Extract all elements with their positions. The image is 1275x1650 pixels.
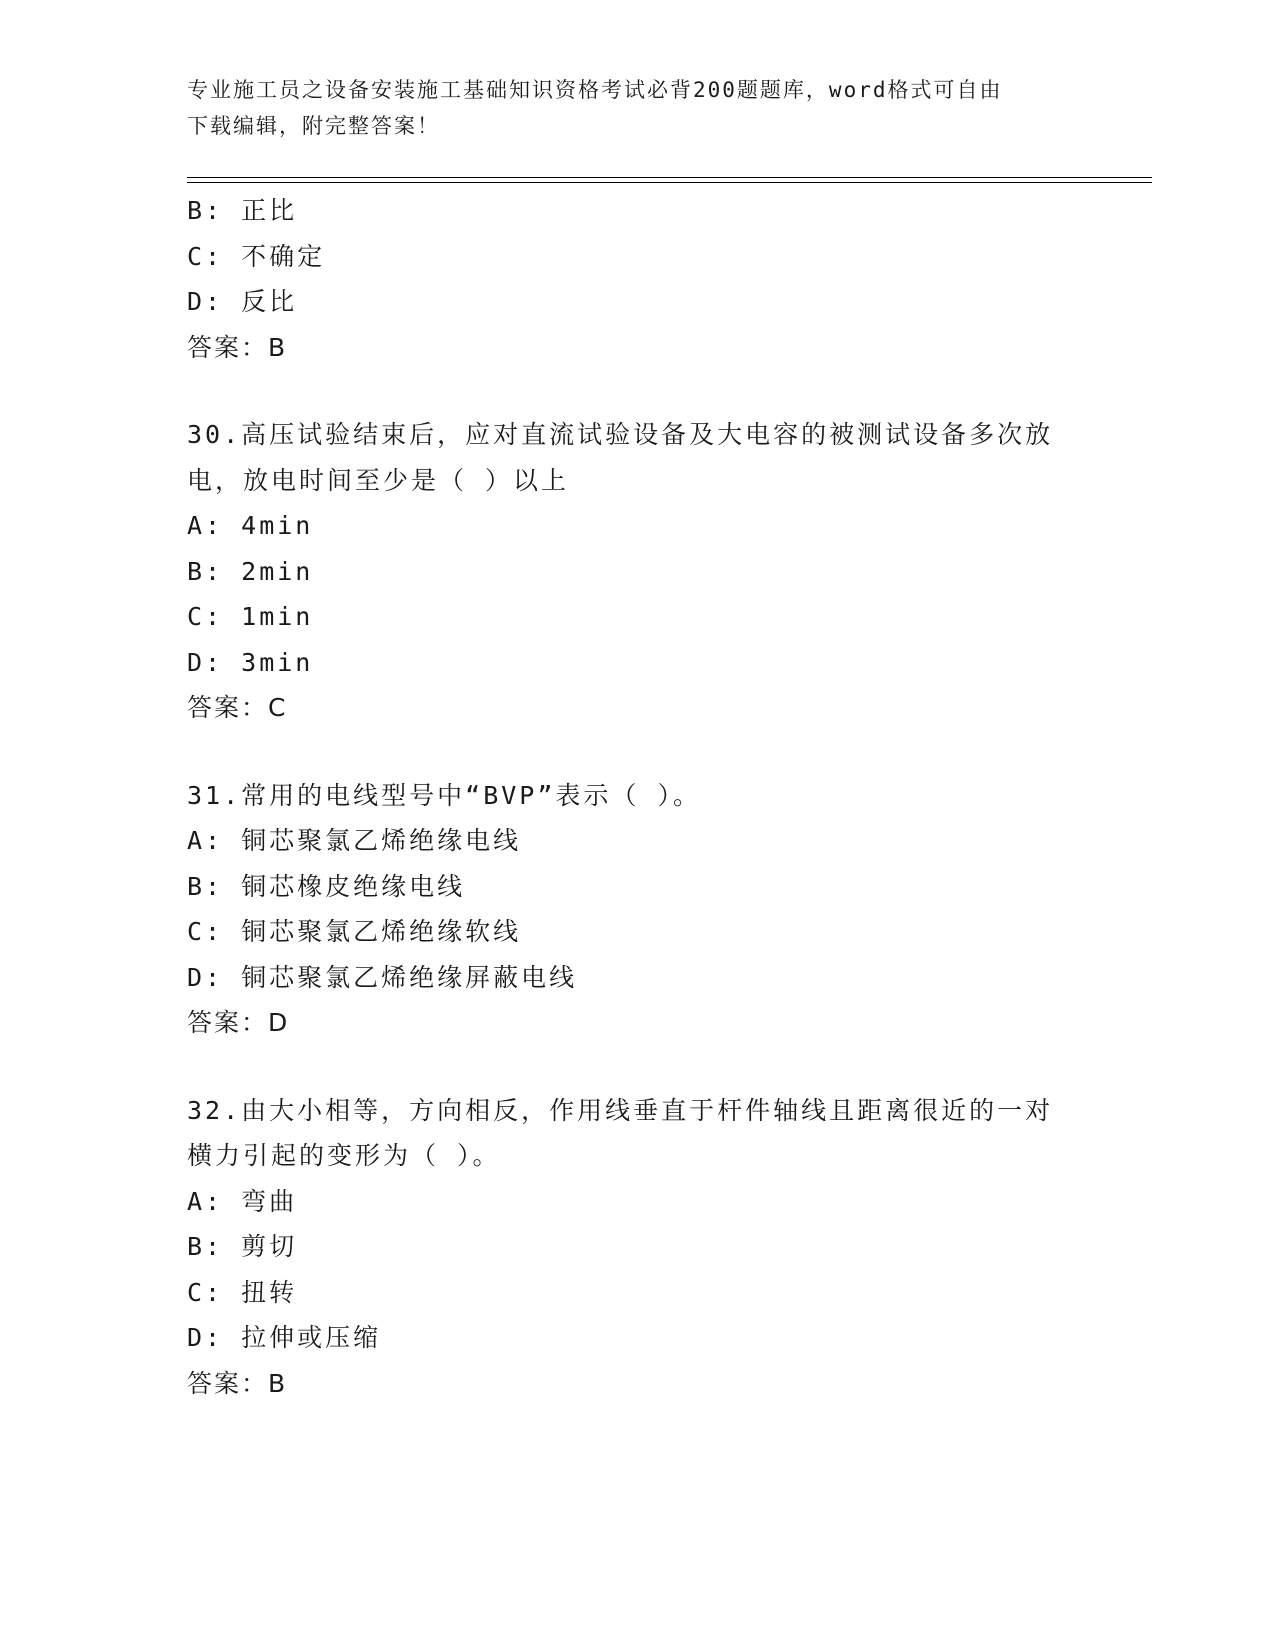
option-b: B: 正比 [187,196,298,225]
question-stem-line: 电，放电时间至少是（ ）以上 [187,465,570,495]
header-divider-bottom [187,182,1152,183]
option-c: C: 扭转 [187,1277,298,1307]
question-list [187,188,1107,1406]
option-b: B: 铜芯橡皮绝缘电线 [187,871,466,901]
question-spacer [187,731,1107,773]
answer-line: 答案：B [187,332,288,362]
option-a: A: 4min [187,511,314,540]
option-b: B: 剪切 [187,1232,298,1261]
question-block-31 [187,773,1107,1046]
question-spacer [187,370,1107,412]
option-d: D: 反比 [187,287,298,316]
header-title-line-2: 下载编辑，附完整答案！ [187,114,440,138]
page-header [187,72,1087,144]
answer-line: 答案：B [187,1368,288,1398]
question-block-continued [187,188,1107,370]
option-d: D: 3min [187,647,314,677]
option-a: A: 铜芯聚氯乙烯绝缘电线 [187,826,522,855]
question-stem-line: 31.常用的电线型号中“BVP”表示（ ）。 [187,780,701,810]
option-c: C: 铜芯聚氯乙烯绝缘软线 [187,917,522,946]
option-b: B: 2min [187,556,314,586]
header-title-line-1: 专业施工员之设备安装施工基础知识资格考试必背200题题库，word格式可自由 [187,78,1003,102]
question-stem-line: 横力引起的变形为（ ）。 [187,1141,501,1170]
answer-line: 答案：D [187,1008,290,1037]
option-d: D: 铜芯聚氯乙烯绝缘屏蔽电线 [187,962,578,992]
question-stem-line: 30.高压试验结束后，应对直流试验设备及大电容的被测试设备多次放 [187,420,1054,449]
question-block-30 [187,412,1107,731]
option-c: C: 不确定 [187,241,326,271]
question-stem-line: 32.由大小相等，方向相反，作用线垂直于杆件轴线且距离很近的一对 [187,1095,1054,1125]
header-divider-top [187,177,1152,178]
question-block-32 [187,1088,1107,1407]
question-spacer [187,1046,1107,1088]
option-c: C: 1min [187,602,314,631]
answer-line: 答案：C [187,693,288,722]
option-d: D: 拉伸或压缩 [187,1323,382,1352]
option-a: A: 弯曲 [187,1186,298,1216]
